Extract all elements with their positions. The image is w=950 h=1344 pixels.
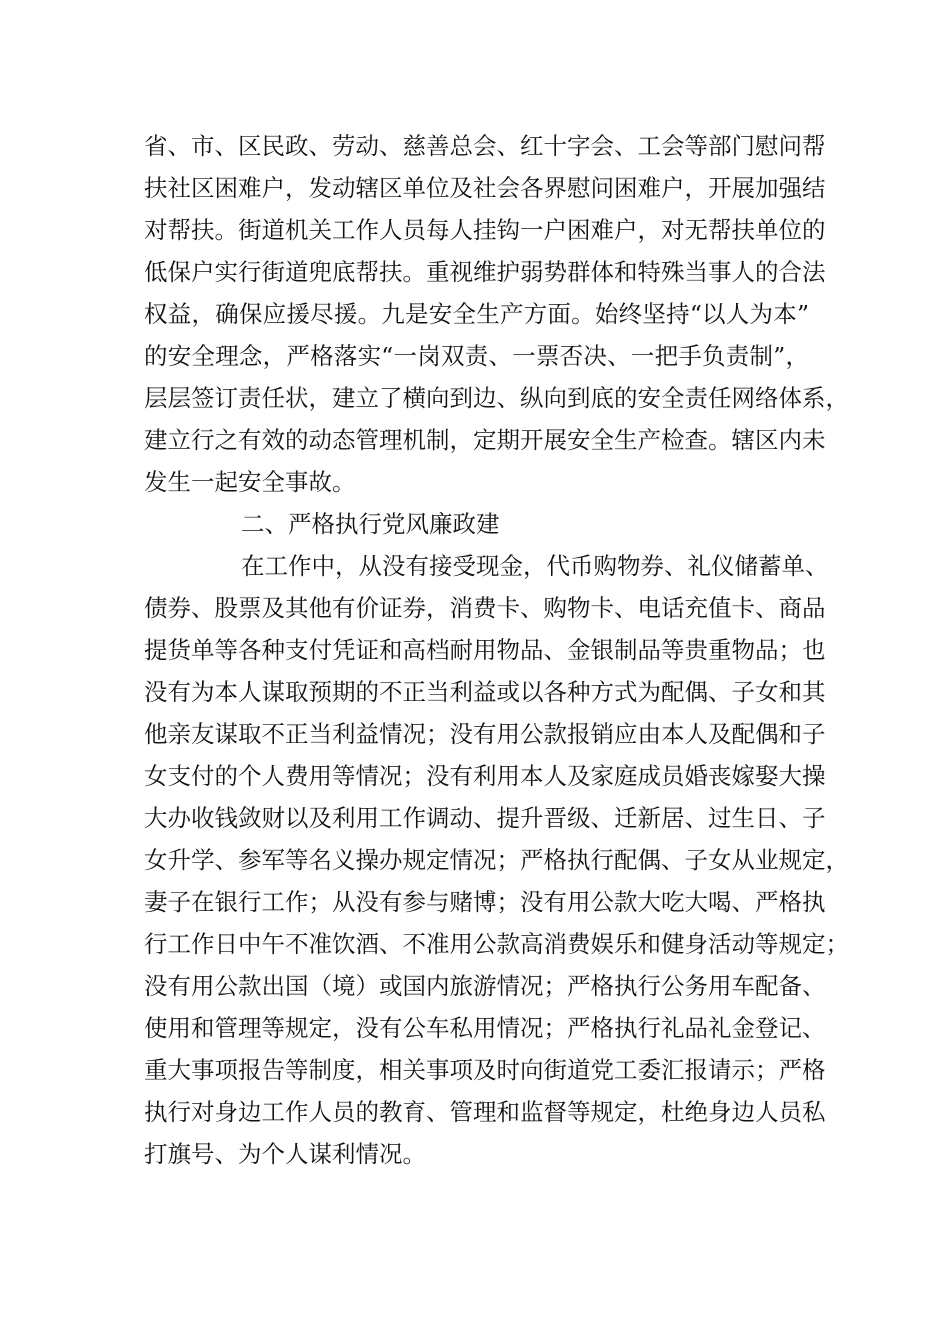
text-line: 没有用公款出国（境）或国内旅游情况；严格执行公务用车配备、 <box>144 972 826 1000</box>
text-line: 打旗号、为个人谋利情况。 <box>144 1140 426 1168</box>
text-line: 执行对身边工作人员的教育、管理和监督等规定，杜绝身边人员私 <box>144 1098 826 1126</box>
text-line: 行工作日中午不准饮酒、不准用公款高消费娱乐和健身活动等规定； <box>144 930 849 958</box>
text-line: 重大事项报告等制度，相关事项及时向街道党工委汇报请示；严格 <box>144 1056 826 1084</box>
text-line: 没有为本人谋取预期的不正当利益或以各种方式为配偶、子女和其 <box>144 678 826 706</box>
text-line: 权益，确保应援尽援。九是安全生产方面。始终坚持“以人为本” <box>144 300 809 328</box>
text-line: 妻子在银行工作；从没有参与赌博；没有用公款大吃大喝、严格执 <box>144 888 826 916</box>
paragraph-first-line: 在工作中，从没有接受现金，代币购物券、礼仪储蓄单、 <box>241 552 829 580</box>
text-line: 提货单等各种支付凭证和高档耐用物品、金银制品等贵重物品；也 <box>144 636 826 664</box>
text-line: 扶社区困难户，发动辖区单位及社会各界慰问困难户，开展加强结 <box>144 174 826 202</box>
section-heading: 二、严格执行党风廉政建 <box>241 510 500 538</box>
text-line: 对帮扶。街道机关工作人员每人挂钩一户困难户，对无帮扶单位的 <box>144 216 826 244</box>
text-line: 发生一起安全事故。 <box>144 468 356 496</box>
text-line: 他亲友谋取不正当利益情况；没有用公款报销应由本人及配偶和子 <box>144 720 826 748</box>
text-line: 大办收钱敛财以及利用工作调动、提升晋级、迁新居、过生日、子 <box>144 804 826 832</box>
text-line: 的安全理念，严格落实“一岗双责、一票否决、一把手负责制”， <box>144 342 809 370</box>
text-line: 女升学、参军等名义操办规定情况；严格执行配偶、子女从业规定， <box>144 846 849 874</box>
text-line: 女支付的个人费用等情况；没有利用本人及家庭成员婚丧嫁娶大操 <box>144 762 826 790</box>
text-line: 债券、股票及其他有价证券，消费卡、购物卡、电话充值卡、商品 <box>144 594 826 622</box>
text-line: 使用和管理等规定，没有公车私用情况；严格执行礼品礼金登记、 <box>144 1014 826 1042</box>
text-line: 省、市、区民政、劳动、慈善总会、红十字会、工会等部门慰问帮 <box>144 132 826 160</box>
text-line: 建立行之有效的动态管理机制，定期开展安全生产检查。辖区内未 <box>144 426 826 454</box>
text-line: 低保户实行街道兜底帮扶。重视维护弱势群体和特殊当事人的合法 <box>144 258 826 286</box>
text-line: 层层签订责任状，建立了横向到边、纵向到底的安全责任网络体系， <box>144 384 849 412</box>
